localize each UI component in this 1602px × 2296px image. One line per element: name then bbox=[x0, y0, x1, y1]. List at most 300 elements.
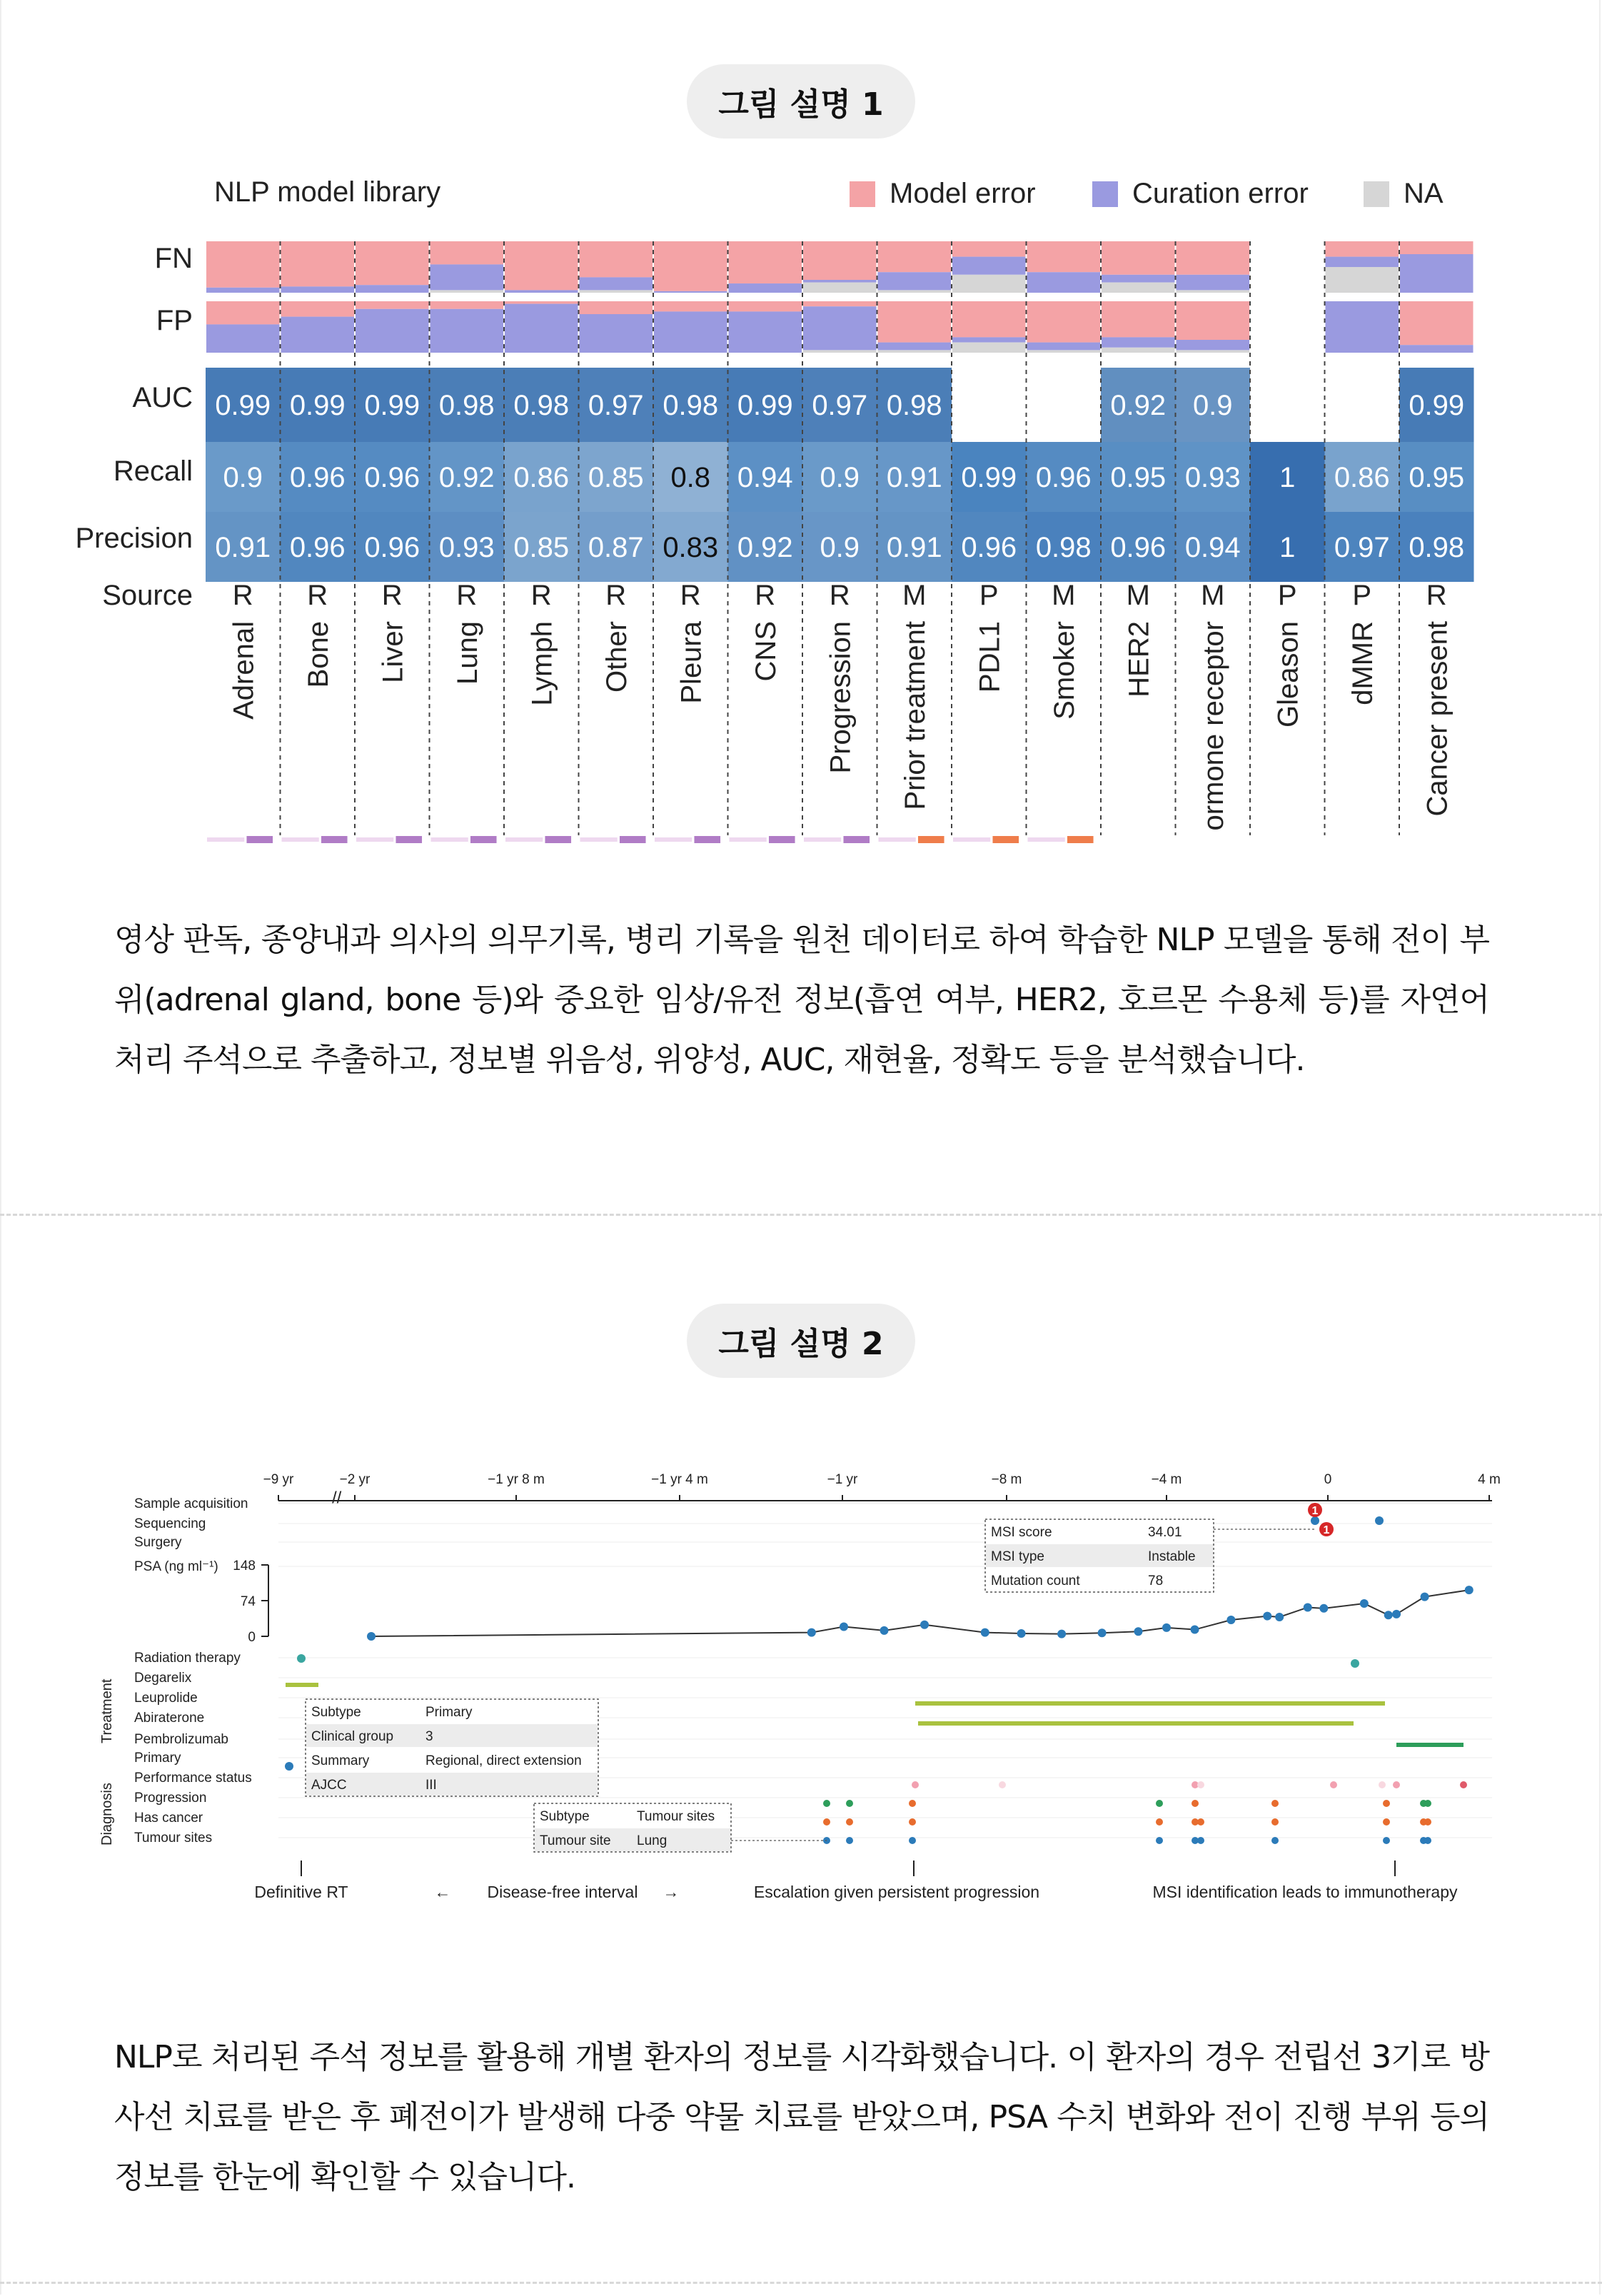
figure-1-badge: 그림 설명 1 bbox=[687, 64, 915, 139]
psa-point bbox=[1191, 1626, 1199, 1634]
psa-line bbox=[371, 1590, 1469, 1636]
auc-value: 0.98 bbox=[663, 390, 719, 421]
bottom-strip-segment bbox=[655, 837, 692, 842]
fp-bar-curation-error bbox=[654, 311, 727, 353]
psa-point bbox=[1134, 1627, 1142, 1636]
precision-value: 0.96 bbox=[961, 532, 1017, 563]
source-label: P bbox=[1352, 580, 1372, 611]
bottom-strip-segment bbox=[769, 836, 795, 843]
msi-table-value: 34.01 bbox=[1148, 1525, 1182, 1540]
recall-value: 0.85 bbox=[588, 462, 644, 493]
timeline-row-label: Leuprolide bbox=[134, 1691, 198, 1706]
fn-bar-curation-error bbox=[1102, 275, 1175, 283]
model-name-prior-treatment: Prior treatment bbox=[899, 621, 931, 810]
bottom-strip-segment bbox=[992, 836, 1019, 843]
diagnosis-marker bbox=[1156, 1800, 1163, 1807]
primary-table-value: Primary bbox=[425, 1705, 473, 1720]
tumour-table-value: Tumour sites bbox=[637, 1809, 715, 1824]
fn-bar-model-error bbox=[505, 241, 578, 290]
legend-swatch-na bbox=[1364, 181, 1389, 207]
fn-bar-model-error bbox=[952, 241, 1026, 257]
fn-bar-curation-error bbox=[878, 272, 952, 290]
fp-bar-model-error bbox=[878, 301, 952, 343]
bottom-strip-segment bbox=[843, 836, 870, 843]
fn-bar-curation-error bbox=[654, 291, 727, 293]
diagnosis-marker bbox=[1383, 1837, 1390, 1844]
timeline-row-label: Sequencing bbox=[134, 1516, 206, 1531]
fn-bar-na bbox=[1326, 267, 1399, 293]
psa-tick-label: 74 bbox=[240, 1594, 256, 1609]
fn-bar-model-error bbox=[281, 241, 355, 286]
fp-bar-model-error bbox=[1400, 301, 1473, 345]
psa-point bbox=[1384, 1611, 1393, 1619]
source-label: R bbox=[530, 580, 552, 611]
fn-bar-model-error bbox=[1177, 241, 1250, 275]
recall-value: 0.9 bbox=[223, 462, 263, 493]
precision-value: 0.97 bbox=[1334, 532, 1390, 563]
model-name-bone: Bone bbox=[302, 621, 334, 688]
primary-table-value: 3 bbox=[425, 1729, 433, 1744]
source-label: R bbox=[680, 580, 701, 611]
model-name-lung: Lung bbox=[451, 621, 483, 685]
bottom-strip-segment bbox=[470, 836, 497, 843]
primary-table-value: Regional, direct extension bbox=[425, 1753, 582, 1768]
fp-bar-curation-error bbox=[1102, 337, 1175, 347]
recall-value: 0.95 bbox=[1110, 462, 1167, 493]
fp-bar-model-error bbox=[281, 301, 355, 317]
group-label-treatment: Treatment bbox=[99, 1678, 115, 1743]
recall-value: 0.86 bbox=[1334, 462, 1390, 493]
psa-point bbox=[1263, 1612, 1271, 1621]
psa-point bbox=[981, 1628, 989, 1637]
source-label: M bbox=[1126, 580, 1150, 611]
model-name-other: Other bbox=[600, 621, 633, 693]
pembrolizumab-bar bbox=[1396, 1743, 1464, 1747]
fn-bar-na bbox=[580, 290, 653, 293]
diagnosis-marker bbox=[1383, 1800, 1390, 1807]
diagnosis-marker bbox=[823, 1818, 830, 1826]
timeline-row-label: Pembrolizumab bbox=[134, 1732, 228, 1747]
row-label-recall: Recall bbox=[113, 455, 193, 487]
psa-point bbox=[1392, 1610, 1401, 1618]
source-label: R bbox=[307, 580, 328, 611]
time-tick-label: −1 yr bbox=[827, 1472, 858, 1487]
source-label: P bbox=[979, 580, 999, 611]
precision-value: 0.9 bbox=[820, 532, 860, 563]
bottom-strip-segment bbox=[356, 837, 393, 842]
tumour-table-label: Subtype bbox=[540, 1809, 590, 1824]
recall-value: 0.8 bbox=[670, 462, 711, 493]
msi-table-label: MSI type bbox=[991, 1549, 1044, 1564]
msi-table-value: 78 bbox=[1148, 1574, 1164, 1588]
leuprolide-bar bbox=[915, 1701, 1385, 1706]
model-name-ormone-receptor: ormone receptor bbox=[1197, 621, 1229, 831]
fp-bar-curation-error bbox=[1400, 345, 1473, 353]
auc-value: 0.98 bbox=[886, 390, 942, 421]
diagnosis-marker bbox=[1393, 1781, 1400, 1788]
precision-value: 0.91 bbox=[886, 532, 942, 563]
primary-table-label: AJCC bbox=[311, 1778, 347, 1793]
fn-bar-model-error bbox=[206, 241, 280, 288]
diagnosis-marker bbox=[1424, 1837, 1431, 1844]
auc-value: 0.98 bbox=[513, 390, 570, 421]
model-name-dmmr: dMMR bbox=[1346, 621, 1379, 705]
axis-break-mark: // bbox=[332, 1489, 342, 1508]
bottom-strip-segment bbox=[580, 837, 618, 842]
diagnosis-marker bbox=[909, 1818, 916, 1826]
bottom-strip-segment bbox=[953, 837, 990, 842]
recall-value: 1 bbox=[1279, 462, 1296, 493]
degarelix-bar bbox=[286, 1683, 318, 1687]
diagnosis-marker bbox=[1156, 1837, 1163, 1844]
diagnosis-marker bbox=[1156, 1818, 1163, 1826]
time-tick-label: 0 bbox=[1324, 1472, 1332, 1487]
annotation-definitive-rt: Definitive RT bbox=[254, 1883, 348, 1901]
fp-bar-model-error bbox=[952, 301, 1026, 337]
auc-value: 0.99 bbox=[215, 390, 271, 421]
auc-value: 0.99 bbox=[1409, 390, 1465, 421]
fp-bar-curation-error bbox=[1326, 301, 1399, 353]
recall-value: 0.99 bbox=[961, 462, 1017, 493]
recall-value: 0.86 bbox=[513, 462, 570, 493]
timeline-row-label: Primary bbox=[134, 1751, 181, 1766]
psa-point bbox=[1319, 1604, 1328, 1613]
fn-bar-curation-error bbox=[1326, 257, 1399, 267]
timeline-row-label: Radiation therapy bbox=[134, 1651, 241, 1666]
auc-value: 0.98 bbox=[438, 390, 495, 421]
fn-bar-na bbox=[878, 290, 952, 293]
psa-tick-label: 0 bbox=[248, 1630, 256, 1645]
primary-table-value: III bbox=[425, 1778, 437, 1793]
fp-bar-curation-error bbox=[505, 304, 578, 353]
fp-bar-na bbox=[952, 343, 1026, 353]
bottom-strip-segment bbox=[879, 837, 916, 842]
fp-bar-na bbox=[1027, 350, 1101, 353]
timeline-row-label: Has cancer bbox=[134, 1811, 203, 1826]
primary-table-row-shade bbox=[306, 1773, 598, 1796]
bottom-strip-segment bbox=[545, 836, 571, 843]
fp-bar-model-error bbox=[430, 301, 504, 309]
precision-value: 1 bbox=[1279, 532, 1296, 563]
fn-bar-curation-error bbox=[580, 277, 653, 290]
diagnosis-marker bbox=[909, 1837, 916, 1844]
annotation-escalation: Escalation given persistent progression bbox=[753, 1883, 1040, 1901]
model-name-lymph: Lymph bbox=[526, 621, 558, 706]
precision-value: 0.96 bbox=[364, 532, 420, 563]
primary-point bbox=[285, 1762, 293, 1771]
fn-bar-curation-error bbox=[729, 283, 802, 293]
fp-bar-curation-error bbox=[729, 311, 802, 353]
tumour-table-label: Tumour site bbox=[540, 1833, 611, 1848]
fp-bar-model-error bbox=[729, 301, 802, 311]
bottom-strip-segment bbox=[431, 837, 468, 842]
precision-value: 0.96 bbox=[1110, 532, 1167, 563]
fp-bar-model-error bbox=[580, 301, 653, 314]
diagnosis-marker bbox=[1197, 1818, 1204, 1826]
fp-bar-model-error bbox=[206, 301, 280, 324]
diagnosis-marker bbox=[1460, 1781, 1467, 1788]
precision-value: 0.98 bbox=[1035, 532, 1092, 563]
auc-value: 0.97 bbox=[812, 390, 868, 421]
fn-bar-model-error bbox=[430, 241, 504, 264]
fp-bar-model-error bbox=[1177, 301, 1250, 340]
fn-bar-na bbox=[952, 275, 1026, 293]
fn-bar-model-error bbox=[580, 241, 653, 277]
timeline-row-label: PSA (ng ml⁻¹) bbox=[134, 1559, 218, 1574]
surgery-point bbox=[1311, 1516, 1319, 1525]
chart-title: NLP model library bbox=[214, 176, 441, 208]
source-label: R bbox=[829, 580, 850, 611]
legend-swatch-model-error bbox=[850, 181, 875, 207]
diagnosis-marker bbox=[909, 1800, 916, 1807]
bottom-strip-segment bbox=[505, 837, 543, 842]
primary-table-label: Clinical group bbox=[311, 1729, 394, 1744]
diagnosis-marker bbox=[846, 1837, 853, 1844]
fp-bar-na bbox=[1177, 350, 1250, 353]
psa-point bbox=[1226, 1616, 1235, 1624]
recall-value: 0.92 bbox=[438, 462, 495, 493]
auc-value: 0.97 bbox=[588, 390, 644, 421]
psa-tick-label: 148 bbox=[233, 1559, 256, 1574]
fn-bar-model-error bbox=[654, 241, 727, 291]
source-label: R bbox=[456, 580, 478, 611]
diagnosis-marker bbox=[846, 1818, 853, 1826]
timeline-row-label: Surgery bbox=[134, 1535, 182, 1550]
fp-bar-curation-error bbox=[206, 324, 280, 353]
model-name-smoker: Smoker bbox=[1048, 621, 1080, 720]
model-name-liver: Liver bbox=[377, 621, 409, 683]
psa-point bbox=[1304, 1603, 1312, 1611]
recall-value: 0.9 bbox=[820, 462, 860, 493]
legend-label-na: NA bbox=[1404, 178, 1444, 209]
msi-table-label: Mutation count bbox=[991, 1574, 1080, 1588]
precision-value: 0.92 bbox=[737, 532, 793, 563]
model-name-pleura: Pleura bbox=[675, 621, 707, 704]
arrow-left-icon: ← bbox=[434, 1883, 451, 1901]
source-label: R bbox=[232, 580, 253, 611]
timeline-row-label: Abiraterone bbox=[134, 1711, 205, 1726]
fn-bar-curation-error bbox=[1400, 254, 1473, 293]
auc-value: 0.9 bbox=[1192, 390, 1233, 421]
source-label: R bbox=[605, 580, 627, 611]
source-label: P bbox=[1277, 580, 1297, 611]
psa-point bbox=[1057, 1630, 1066, 1638]
fn-bar-curation-error bbox=[206, 288, 280, 293]
time-tick-label: −8 m bbox=[991, 1472, 1022, 1487]
model-name-pdl1: PDL1 bbox=[974, 621, 1006, 693]
row-label-fp: FP bbox=[156, 305, 193, 336]
diagnosis-marker bbox=[1379, 1781, 1386, 1788]
timeline-row-label: Progression bbox=[134, 1791, 207, 1806]
fp-bar-curation-error bbox=[356, 309, 429, 353]
diagnosis-marker bbox=[1192, 1800, 1199, 1807]
fn-bar-na bbox=[1177, 290, 1250, 293]
source-label: R bbox=[755, 580, 776, 611]
psa-point bbox=[1017, 1629, 1026, 1638]
fn-bar-model-error bbox=[1326, 241, 1399, 257]
precision-value: 0.93 bbox=[438, 532, 495, 563]
timeline-row-label: Degarelix bbox=[134, 1671, 192, 1686]
psa-point bbox=[1360, 1599, 1369, 1608]
primary-table-label: Summary bbox=[311, 1753, 370, 1768]
diagnosis-marker bbox=[1197, 1837, 1204, 1844]
fn-bar-model-error bbox=[1102, 241, 1175, 275]
row-label-auc: AUC bbox=[132, 382, 193, 413]
alert-badge-number: 1 bbox=[1311, 1505, 1319, 1517]
auc-value: 0.99 bbox=[364, 390, 420, 421]
psa-point bbox=[840, 1622, 848, 1631]
diagnosis-marker bbox=[823, 1800, 830, 1807]
fn-bar-model-error bbox=[1027, 241, 1101, 272]
precision-value: 0.85 bbox=[513, 532, 570, 563]
time-tick-label: −4 m bbox=[1151, 1472, 1182, 1487]
time-tick-label: −2 yr bbox=[339, 1472, 371, 1487]
fp-bar-curation-error bbox=[952, 337, 1026, 342]
fp-bar-model-error bbox=[356, 301, 429, 309]
bottom-strip-segment bbox=[1067, 836, 1094, 843]
surgery-point bbox=[1375, 1516, 1384, 1525]
figure-2-caption: NLP로 처리된 주석 정보를 활용해 개별 환자의 정보를 시각화했습니다. 이 환자의 경우 전립선 3기로 방사선 치료를 받은 후 폐전이가 발생해 다중 약물 치료를 받았으며, PSA 수치 변화와 전이 진행 부위 등의 정보를 한눈에 확인할 수 있습니다. bbox=[114, 2039, 1489, 2195]
radiation-point bbox=[297, 1654, 306, 1663]
psa-point bbox=[880, 1626, 889, 1635]
row-label-fn: FN bbox=[154, 243, 193, 274]
source-label: R bbox=[381, 580, 403, 611]
diagnosis-marker bbox=[1271, 1837, 1279, 1844]
fp-bar-model-error bbox=[505, 301, 578, 304]
diagnosis-marker bbox=[846, 1800, 853, 1807]
fn-bar-curation-error bbox=[1177, 275, 1250, 291]
bottom-strip-segment bbox=[804, 837, 841, 842]
fn-bar-curation-error bbox=[430, 264, 504, 290]
bottom-strip-segment bbox=[282, 837, 319, 842]
source-label: M bbox=[1052, 580, 1076, 611]
precision-value: 0.87 bbox=[588, 532, 644, 563]
bottom-strip-segment bbox=[1028, 837, 1065, 842]
recall-value: 0.96 bbox=[1035, 462, 1092, 493]
bottom-strip-segment bbox=[694, 836, 720, 843]
fp-bar-curation-error bbox=[878, 343, 952, 351]
abiraterone-bar bbox=[918, 1721, 1354, 1726]
psa-point bbox=[1421, 1593, 1429, 1601]
bottom-strip-segment bbox=[396, 836, 422, 843]
fn-bar-curation-error bbox=[281, 286, 355, 293]
arrow-right-icon: → bbox=[663, 1883, 680, 1901]
recall-value: 0.95 bbox=[1409, 462, 1465, 493]
psa-point bbox=[1465, 1586, 1473, 1594]
bottom-strip-segment bbox=[730, 837, 767, 842]
psa-point bbox=[367, 1632, 376, 1641]
source-label: M bbox=[1201, 580, 1225, 611]
msi-table-value: Instable bbox=[1148, 1549, 1196, 1564]
timeline-row-label: Performance status bbox=[134, 1771, 252, 1786]
precision-value: 0.98 bbox=[1409, 532, 1465, 563]
precision-value: 0.91 bbox=[215, 532, 271, 563]
psa-point bbox=[807, 1628, 816, 1637]
diagnosis-marker bbox=[1330, 1781, 1337, 1788]
diagnosis-marker bbox=[1271, 1800, 1279, 1807]
diagnosis-marker bbox=[999, 1781, 1006, 1788]
auc-value: 0.99 bbox=[289, 390, 346, 421]
diagnosis-marker bbox=[912, 1781, 919, 1788]
auc-value: 0.92 bbox=[1110, 390, 1167, 421]
fp-bar-curation-error bbox=[1177, 340, 1250, 350]
diagnosis-marker bbox=[1424, 1818, 1431, 1826]
psa-point bbox=[1162, 1623, 1171, 1632]
model-name-cns: CNS bbox=[750, 621, 782, 682]
fn-bar-na bbox=[430, 290, 504, 293]
fp-bar-curation-error bbox=[580, 314, 653, 353]
fn-bar-curation-error bbox=[1027, 272, 1101, 293]
annotation-msi-identification: MSI identification leads to immunotherapy bbox=[1152, 1883, 1458, 1901]
fn-bar-model-error bbox=[1400, 241, 1473, 254]
timeline-row-label: Sample acquisition bbox=[134, 1496, 248, 1511]
fp-bar-curation-error bbox=[430, 309, 504, 353]
diagnosis-marker bbox=[1271, 1818, 1279, 1826]
model-name-gleason: Gleason bbox=[1272, 621, 1304, 727]
timeline-row-label: Tumour sites bbox=[134, 1831, 213, 1846]
section-divider bbox=[0, 1214, 1602, 1216]
bottom-strip-segment bbox=[246, 836, 273, 843]
precision-value: 0.96 bbox=[289, 532, 346, 563]
group-label-diagnosis: Diagnosis bbox=[99, 1783, 115, 1846]
row-label-source: Source bbox=[102, 580, 193, 611]
bottom-divider bbox=[0, 2282, 1602, 2284]
fp-bar-model-error bbox=[654, 301, 727, 311]
time-tick-label: −1 yr 4 m bbox=[651, 1472, 708, 1487]
recall-value: 0.96 bbox=[289, 462, 346, 493]
model-name-her2: HER2 bbox=[1123, 621, 1155, 698]
fp-bar-curation-error bbox=[281, 317, 355, 353]
legend-label-curation-error: Curation error bbox=[1132, 178, 1309, 209]
fp-bar-model-error bbox=[1027, 301, 1101, 343]
legend-label-model-error: Model error bbox=[890, 178, 1036, 209]
row-label-precision: Precision bbox=[75, 523, 193, 554]
fn-bar-model-error bbox=[878, 241, 952, 272]
figure-2-badge: 그림 설명 2 bbox=[687, 1304, 915, 1378]
fn-bar-model-error bbox=[356, 241, 429, 285]
fp-bar-na bbox=[803, 350, 877, 353]
source-label: R bbox=[1426, 580, 1447, 611]
bottom-strip-segment bbox=[207, 837, 244, 842]
figure-2-patient-timeline bbox=[86, 1456, 1521, 1913]
time-tick-label: 4 m bbox=[1478, 1472, 1501, 1487]
precision-value: 0.94 bbox=[1184, 532, 1241, 563]
model-name-cancer-present: Cancer present bbox=[1421, 621, 1454, 817]
tumour-table-value: Lung bbox=[637, 1833, 668, 1848]
recall-value: 0.93 bbox=[1184, 462, 1241, 493]
figure-1-caption: 영상 판독, 종양내과 의사의 의무기록, 병리 기록을 원천 데이터로 하여 학습한 NLP 모델을 통해 전이 부위(adrenal gland, bone 등)와 중요한 임상/유전 정보(흡연 여부, HER2, 호르몬 수용체 등)를 자연어 처리 주석으로 추출하고, 정보별 위음성, 위양성, AUC, 재현율, 정확도 등을 분석했습니다. bbox=[114, 922, 1489, 1078]
recall-value: 0.91 bbox=[886, 462, 942, 493]
fp-bar-curation-error bbox=[1027, 343, 1101, 351]
radiation-point bbox=[1351, 1659, 1359, 1668]
diagnosis-marker bbox=[1197, 1781, 1204, 1788]
time-tick-label: −9 yr bbox=[263, 1472, 294, 1487]
bottom-strip-segment bbox=[620, 836, 646, 843]
fp-bar-model-error bbox=[1102, 301, 1175, 337]
fn-bar-model-error bbox=[803, 241, 877, 280]
fp-bar-curation-error bbox=[803, 306, 877, 350]
primary-table-label: Subtype bbox=[311, 1705, 361, 1720]
fn-bar-curation-error bbox=[952, 257, 1026, 275]
fn-bar-curation-error bbox=[505, 290, 578, 293]
diagnosis-marker bbox=[1424, 1800, 1431, 1807]
figure-1-nlp-model-chart bbox=[57, 164, 1485, 850]
fn-bar-model-error bbox=[729, 241, 802, 283]
alert-badge-number: 1 bbox=[1323, 1524, 1330, 1536]
recall-value: 0.96 bbox=[364, 462, 420, 493]
psa-point bbox=[1275, 1613, 1284, 1621]
fp-bar-na bbox=[1102, 348, 1175, 353]
